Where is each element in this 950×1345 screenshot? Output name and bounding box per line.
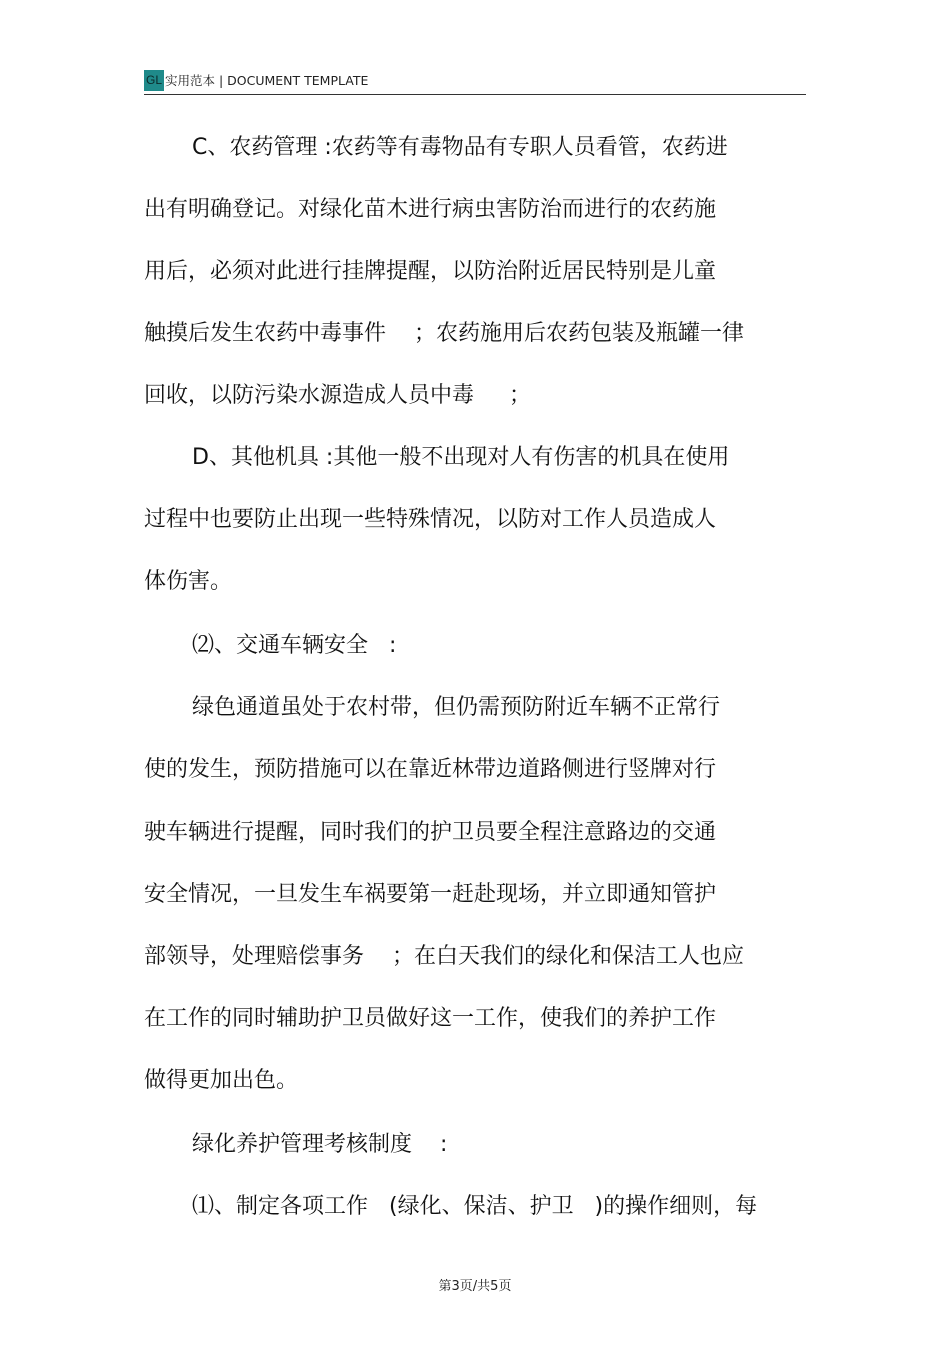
body-line: 安全情况，一旦发生车祸要第一赶赴现场，并立即通知管护 bbox=[144, 882, 717, 907]
body-line: 体伤害。 bbox=[144, 569, 233, 594]
body-line: 部领导，处理赔偿事务 ；在白天我们的绿化和保洁工人也应 bbox=[144, 944, 744, 969]
page-number: 第3页/共5页 bbox=[438, 1279, 512, 1294]
body-line: C、农药管理 :农药等有毒物品有专职人员看管，农药进 bbox=[192, 135, 728, 160]
section-heading: 绿化养护管理考核制度 : bbox=[192, 1132, 448, 1157]
body-line: 绿色通道虽处于农村带，但仍需预防附近车辆不正常行 bbox=[192, 695, 721, 720]
body-line: 触摸后发生农药中毒事件 ；农药施用后农药包装及瓶罐一律 bbox=[144, 321, 744, 346]
body-line: 驶车辆进行提醒，同时我们的护卫员要全程注意路边的交通 bbox=[144, 820, 717, 845]
header-title: 实用范本 | DOCUMENT TEMPLATE bbox=[165, 73, 369, 88]
body-line: 在工作的同时辅助护卫员做好这一工作，使我们的养护工作 bbox=[144, 1006, 717, 1031]
body-line: 过程中也要防止出现一些特殊情况，以防对工作人员造成人 bbox=[144, 507, 717, 532]
section-heading: ⑵、交通车辆安全 : bbox=[192, 633, 397, 658]
body-line: ⑴、制定各项工作 (绿化、保洁、护卫 )的操作细则，每 bbox=[192, 1194, 758, 1219]
body-line: 回收，以防污染水源造成人员中毒 ； bbox=[144, 383, 531, 408]
body-line: 用后，必须对此进行挂牌提醒，以防治附近居民特别是儿童 bbox=[144, 259, 717, 284]
body-line: 使的发生，预防措施可以在靠近林带边道路侧进行竖牌对行 bbox=[144, 757, 717, 782]
body-line: 做得更加出色。 bbox=[144, 1068, 299, 1093]
body-line: 出有明确登记。对绿化苗木进行病虫害防治而进行的农药施 bbox=[144, 197, 717, 222]
body-line: D、其他机具 :其他一般不出现对人有伤害的机具在使用 bbox=[192, 445, 730, 470]
gl-logo: GL bbox=[144, 70, 164, 91]
